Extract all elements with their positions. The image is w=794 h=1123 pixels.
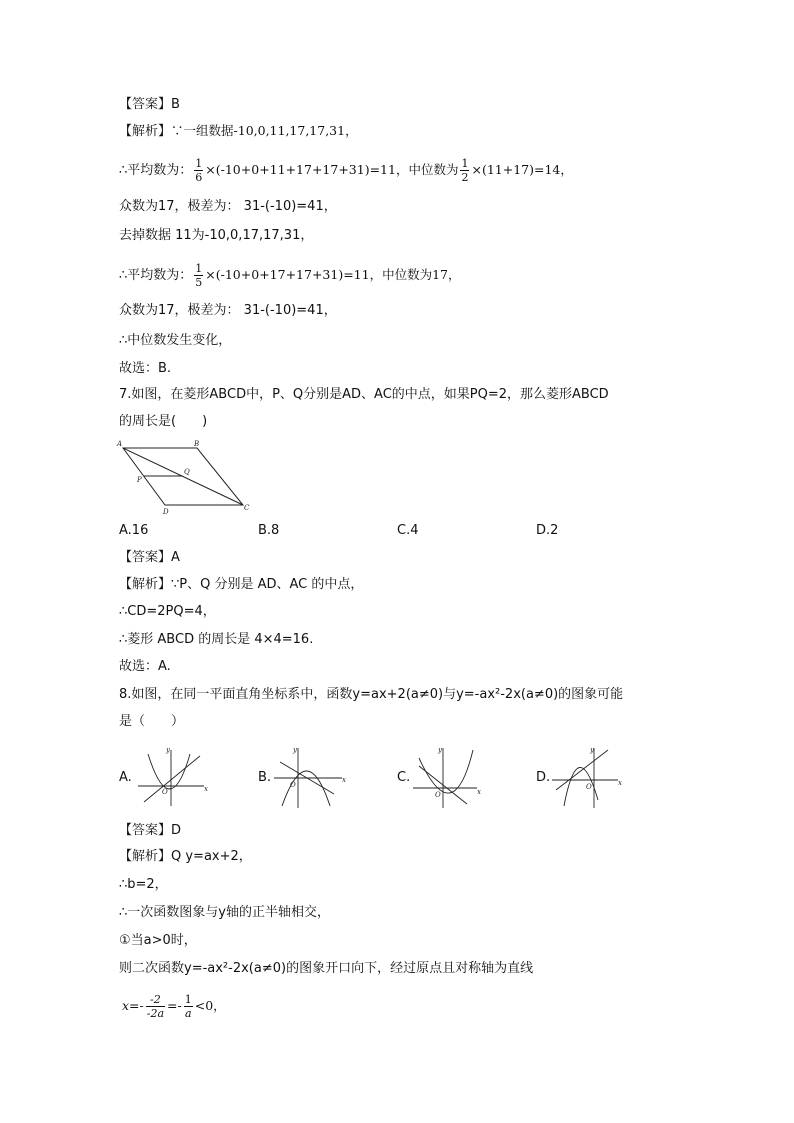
- axis-eq-rhs: <0，: [194, 998, 226, 1013]
- q8-solution-3: ∴一次函数图象与y轴的正半轴相交，: [119, 905, 330, 920]
- q6-conclusion: ∴中位数发生变化，: [119, 333, 232, 348]
- q7-option-b: B.8: [258, 523, 280, 538]
- mean-label: ∴平均数为：: [119, 163, 193, 178]
- label-a: A: [117, 440, 123, 448]
- q6-mean-line-2: [119, 262, 461, 289]
- q8-stem-line2: 是（ ）: [119, 714, 185, 729]
- svg-text:x: x: [342, 776, 346, 784]
- svg-text:y: y: [438, 746, 442, 754]
- label-b: B: [194, 440, 200, 448]
- graph-b-label: B.: [258, 770, 272, 785]
- q7-option-d: D.2: [536, 523, 559, 538]
- fraction: $\frac{1}{6}$: [195, 157, 203, 184]
- fraction: $\frac{1}{2}$: [461, 157, 469, 184]
- svg-text:O: O: [435, 791, 441, 799]
- q6-data-set: ∵一组数据-10,0,11,17,17,31，: [171, 123, 358, 138]
- graph-d: [550, 746, 630, 810]
- svg-text:y: y: [166, 746, 170, 754]
- mean-expression: ×(-10+0+17+17+31)=11，中位数为17，: [205, 267, 461, 282]
- q8-stem-line1: 8.如图，在同一平面直角坐标系中，函数y=ax+2(a≠0)与y=-ax²-2x(a≠0)的图象可能: [119, 687, 624, 702]
- svg-text:y: y: [590, 746, 594, 754]
- axis-eq-mid: =-: [167, 998, 182, 1013]
- q7-solution-1: 【解析】∵P、Q 分别是 AD、AC 的中点，: [119, 577, 364, 592]
- fraction: $\frac{1}{a}$: [184, 993, 192, 1020]
- svg-text:x: x: [477, 788, 481, 796]
- graph-a-label: A.: [119, 770, 132, 785]
- q6-answer: 【答案】B: [119, 97, 180, 112]
- q6-analysis-line1: [119, 122, 358, 141]
- q8-solution-4: ①当a>0时，: [119, 933, 197, 948]
- q7-solution-2: ∴CD=2PQ=4，: [119, 604, 216, 619]
- q8-answer: 【答案】D: [119, 823, 182, 838]
- graph-c: [411, 746, 491, 810]
- q7-option-c: C.4: [397, 523, 419, 538]
- label-c: C: [244, 504, 250, 512]
- q8-solution-1: 【解析】Q y=ax+2，: [119, 849, 252, 864]
- svg-text:O: O: [290, 781, 296, 789]
- analysis-label: 【解析】: [119, 124, 172, 139]
- q7-stem-line2: 的周长是( ): [119, 414, 208, 429]
- q8-solution-5: 则二次函数y=-ax²-2x(a≠0)的图象开口向下，经过原点且对称轴为直线: [119, 961, 534, 976]
- svg-text:x: x: [618, 779, 622, 787]
- svg-text:O: O: [162, 788, 168, 796]
- svg-text:y: y: [293, 746, 297, 754]
- fraction: $\frac{-2}{-2a}$: [146, 993, 165, 1020]
- svg-text:O: O: [586, 783, 592, 791]
- svg-text:x: x: [204, 785, 208, 793]
- fraction: $\frac{1}{5}$: [195, 262, 203, 289]
- q6-mode-range-line-2: 众数为17，极差为： 31-(-10)=41，: [119, 303, 337, 318]
- label-q: Q: [184, 468, 190, 476]
- mean-expression: ×(-10+0+11+17+17+31)=11，中位数为: [205, 162, 459, 177]
- q7-answer: 【答案】A: [119, 550, 180, 565]
- q8-solution-2: ∴b=2，: [119, 877, 168, 892]
- q7-option-a: A.16: [119, 523, 149, 538]
- graph-a: [136, 746, 216, 810]
- graph-c-label: C.: [397, 770, 411, 785]
- graph-b: [272, 746, 352, 810]
- q6-mean-line: [119, 157, 573, 184]
- median-expression: ×(11+17)=14，: [471, 162, 573, 177]
- axis-eq-lhs: x=-: [122, 998, 144, 1013]
- mean-label: ∴平均数为：: [119, 268, 193, 283]
- graph-d-label: D.: [536, 770, 551, 785]
- q7-solution-3: ∴菱形 ABCD 的周长是 4×4=16.: [119, 632, 314, 647]
- q6-mode-range-line: 众数为17，极差为： 31-(-10)=41，: [119, 199, 337, 214]
- q7-solution-4: 故选：A.: [119, 659, 171, 674]
- q6-remove-line: 去掉数据 11为-10,0,17,17,31，: [119, 228, 314, 243]
- rhombus-figure: [115, 438, 255, 518]
- q8-solution-6: [122, 993, 226, 1020]
- q6-choice: 故选：B.: [119, 361, 172, 376]
- q7-stem-line1: 7.如图，在菱形ABCD中，P、Q分别是AD、AC的中点，如果PQ=2，那么菱形ABCD: [119, 387, 609, 402]
- label-p: P: [137, 476, 142, 484]
- label-d: D: [163, 508, 169, 516]
